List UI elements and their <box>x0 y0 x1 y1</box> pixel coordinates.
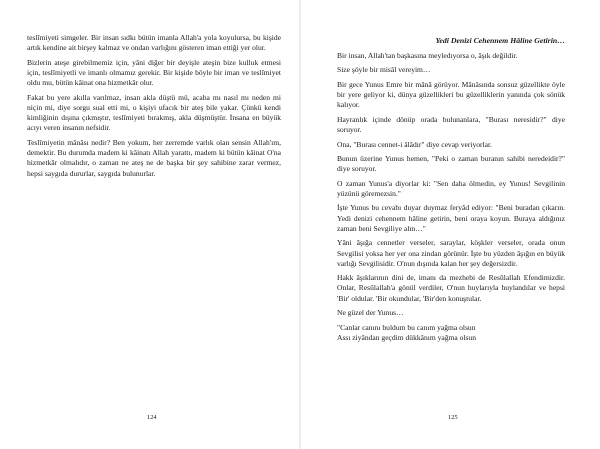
paragraph: İşte Yunus bu cevabı duyar duymaz feryâd ediyor: "Beni buradan çıkarın. Yedi denizi cehennem hâline getirin, beni oraya koyun. Buraya aldığınız zaman beni Sevgiliye alın…" <box>337 203 565 233</box>
paragraph: Bir gece Yunus Emre bir mânâ görüyor. Mânâsında sonsuz güzellikte öyle bir yere geliyor ki, dünya güzellikleri bu güzelliklerin yanında çok sönük kalıyor. <box>337 79 565 110</box>
poem-verse: "Canlar canını buldum bu canım yağma olsun Assı ziyândan geçdim dükkânım yağma olsun <box>337 322 476 342</box>
paragraph: Bunun üzerine Yunus hemen, "Peki o zaman buranın sahibi neredeidir?" diye soruyor. <box>337 153 565 174</box>
paragraph: O zaman Yunus'a diyorlar ki: "Sen daha ölmedin, ey Yunus! Sevgilinin yüzünü göremezsin." <box>337 178 565 198</box>
right-page <box>301 0 600 449</box>
paragraph: Bizlerin ateşe girebilmemiz için, yâni diğer bir deyişle ateşin bize kulluk etmesi için, teslîmiyetli ve imanlı olmamız gerekir. Bir kişide böyle bir iman ve teslîmiyet oldu mu, bütün kâinat ona hizmetkâr olur. <box>27 57 281 88</box>
paragraph: Size şöyle bir misâl vereyim… <box>337 65 431 75</box>
page-number: 125 <box>448 414 458 421</box>
paragraph: Bir insan, Allah'tan başkasına meyledıyorsa o, âşık değildir. <box>337 51 518 60</box>
right-page-body <box>337 51 565 347</box>
paragraph: Ona, "Burası cennet-i âlâdır" diye cevap veriyorlar. <box>337 139 492 149</box>
paragraph: Hakk âşıklarının dini de, imanı da mezhebi de Resûlallah Efendimizdir. Onlar, Resûlallah'a gönül verdiler, O'nun huylarıyla huylandılar ve hepsi 'Bir' oldular. 'Bir okundular, 'Bir'den konuştular. <box>337 273 565 303</box>
paragraph: Teslîmiyetin mânâsı nedir? Ben yokum, her zerremde varlık olan sensin Allah'ım, demektir. Bu durumda madem ki kâinatı Allah yarattı, madem ki bütün kâinat O'na hizmetkâr olmalıdır, o zaman ne ateş ne de başka bir şey sahibine zarar vermez, hepsi saygıda dururlar, saygıda bulunurlar. <box>27 137 281 178</box>
page-number: 124 <box>147 414 157 421</box>
paragraph: Fakat bu yere akılla varılmaz, insan akla düştü mü, acaba mı nasıl mı neden mi niçin mi, diye sorgu sual etti mi, o kişiyi ufacık bir ateş bile yakar. Çünkü kendi kimliğinin dışına çıkmıştır, teslîmiyeti bırakmış, akla düşmüştür. İnsana en büyük acıyı veren insanın nefsidir. <box>27 92 281 133</box>
paragraph: Yâni âşığa cennetler verseler, saraylar, köşkler verseler, orada onun Sevgilisi yoksa her yer ona zindan görünür. İşte bu yüzden âşığın en büyük varlığı Sevgilisidir. O'nun dışında kalan her şey değersizdir. <box>337 238 565 268</box>
left-page-body <box>27 33 281 183</box>
paragraph: Hayranlık içinde dönüp orada bulunanlara, "Burası neresidir?" diye soruyor. <box>337 114 565 135</box>
paragraph: Ne güzel der Yunus… <box>337 308 404 318</box>
left-page <box>0 0 299 449</box>
paragraph: teslîmiyeti simgeler. Bir insan sıdkı bütün imanla Allah'a yola koyulursa, bu kişide artık kendine ait birşey kalmaz ve ondan varlığını gösteren iman ettiği yer olur. <box>27 33 281 53</box>
running-head: Yedi Denizi Cehennem Hâline Getirin… <box>435 36 565 45</box>
